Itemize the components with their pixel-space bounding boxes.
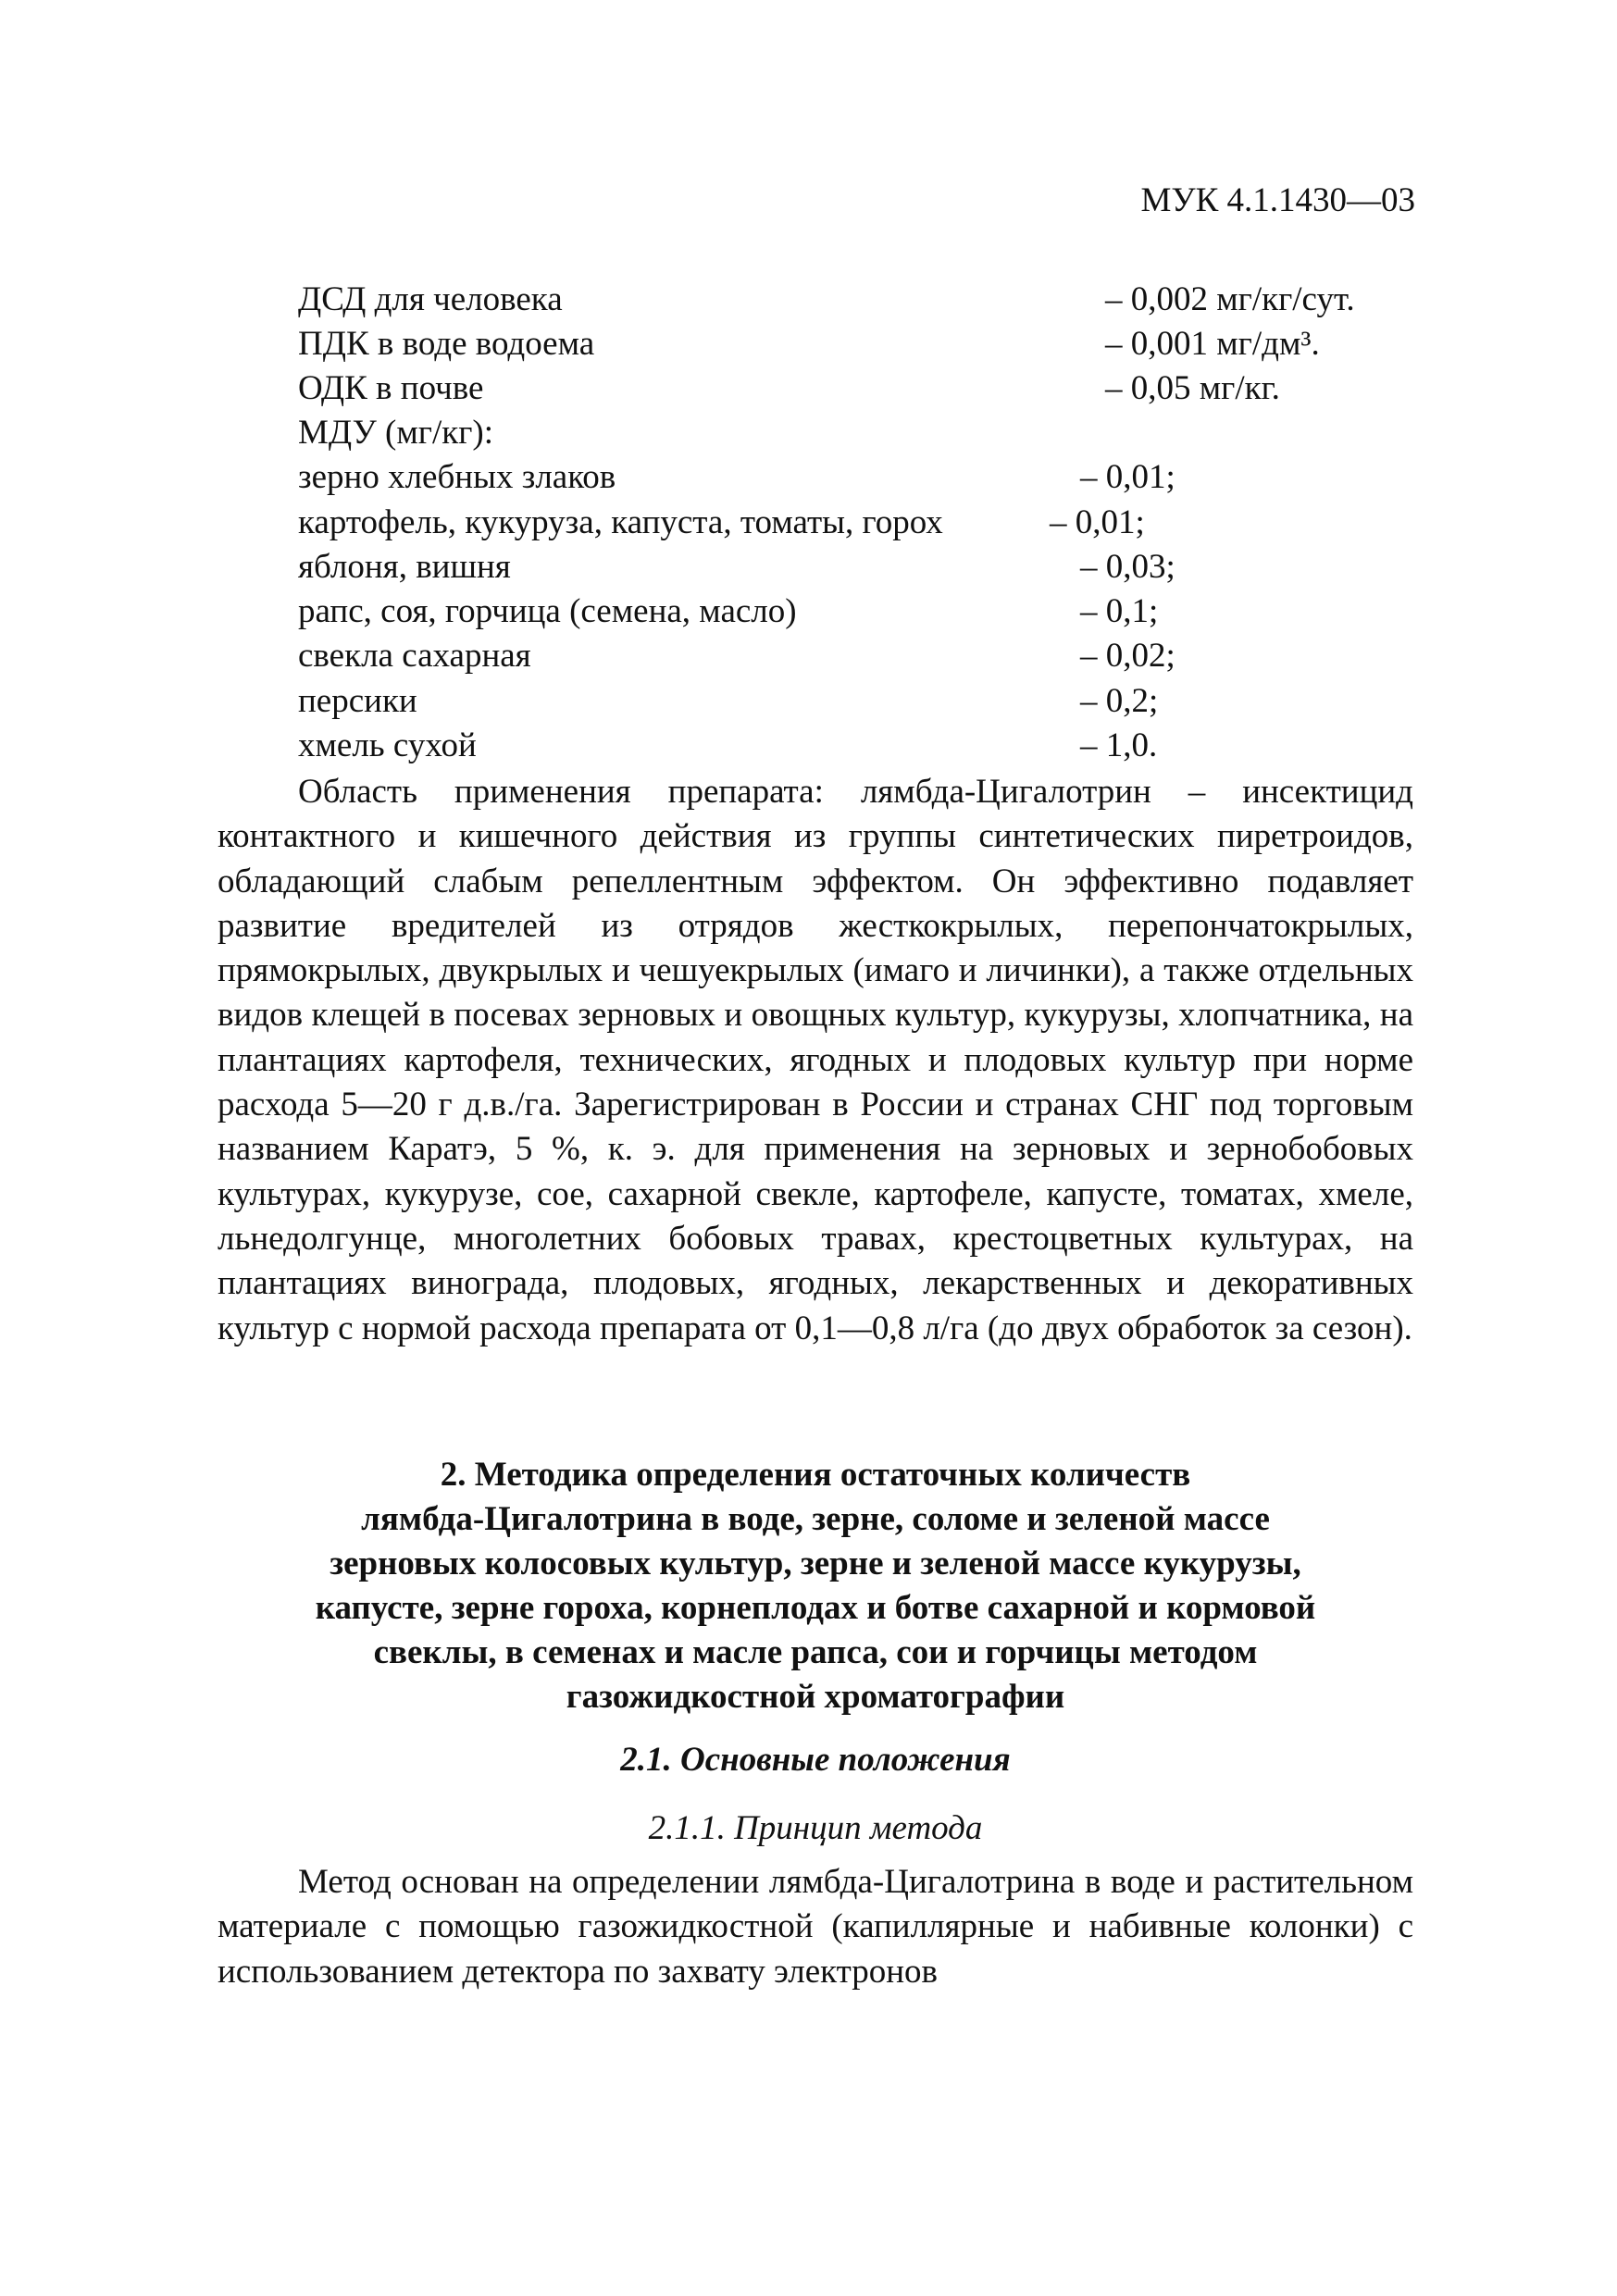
mdu-label: картофель, кукуруза, капуста, томаты, горох <box>298 503 943 541</box>
mdu-value: – 0,1; <box>1080 592 1159 631</box>
application-paragraph: Область применения препарата: лямбда-Цигалотрин – инсектицид контактного и кишечного действия из группы синтетических пиретроидов, обладающий слабым репеллентным эффектом. Он эффективно подавляет развитие вредителей из отрядов жесткокрылых, перепончатокрылых, прямокрылых, двукрылых и чешуекрылых (имаго и личинки), а также отдельных видов клещей в посевах зерновых и овощных культур, кукурузы, хлопчатника, на плантациях картофеля, технических, ягодных и плодовых культур при норме расхода 5—20 г д.в./га. Зарегистрирован в России и странах СНГ под торговым названием Каратэ, 5 %, к. э. для применения на зерновых и зернобобовых культурах, кукурузе, сое, сахарной свекле, картофеле, капусте, томатах, хмеле, льнедолгунце, многолетних бобовых травах, крестоцветных культурах, на плантациях винограда, плодовых, ягодных, лекарственных и декоративных культур с нормой расхода препарата от 0,1—0,8 л/га (до двух обработок за сезон). <box>218 773 1413 1347</box>
mdu-value: – 0,2; <box>1080 681 1159 720</box>
mdu-value: – 0,01; <box>1080 458 1175 497</box>
section-title-line: зерновых колосовых культур, зерне и зеленой массе кукурузы, <box>330 1545 1301 1582</box>
subsection-heading: 2.1. Основные положения <box>620 1741 1011 1779</box>
mdu-heading-text: МДУ (мг/кг): <box>298 414 493 452</box>
principle-text <box>218 1860 1413 1994</box>
mdu-label: персики <box>298 681 417 720</box>
mdu-value: – 0,02; <box>1080 637 1175 676</box>
norm-label: ДСД для человека <box>298 280 563 318</box>
section-title <box>218 1453 1413 1719</box>
mdu-label: зерно хлебных злаков <box>298 458 616 497</box>
norm-value: – 0,002 мг/кг/сут. <box>1105 280 1355 318</box>
mdu-value: – 0,01; <box>1050 503 1145 541</box>
mdu-label: свекла сахарная <box>298 637 531 676</box>
mdu-label: хмель сухой <box>298 726 477 765</box>
norm-label: ПДК в воде водоема <box>298 325 595 363</box>
principle-paragraph: Метод основан на определении лямбда-Цигалотрина в воде и растительном материале с помощью газожидкостной (капиллярные и набивные колонки) с использованием детектора по захвату электронов <box>218 1863 1413 1991</box>
mdu-label: рапс, соя, горчица (семена, масло) <box>298 592 797 631</box>
norm-label: ОДК в почве <box>298 369 484 407</box>
section-title-line: газожидкостной хроматографии <box>566 1678 1065 1716</box>
application-text <box>218 770 1413 1351</box>
norm-value: – 0,001 мг/дм³. <box>1105 325 1320 363</box>
subsubsection-heading: 2.1.1. Принцип метода <box>648 1809 983 1847</box>
mdu-value: – 1,0. <box>1080 726 1158 765</box>
document-code: МУК 4.1.1430—03 <box>1140 181 1415 219</box>
mdu-value: – 0,03; <box>1080 547 1175 586</box>
section-title-line: лямбда-Цигалотрина в воде, зерне, соломе и зеленой массе <box>361 1500 1270 1538</box>
section-title-line: капусте, зерне гороха, корнеплодах и ботве сахарной и кормовой <box>315 1589 1316 1627</box>
norm-value: – 0,05 мг/кг. <box>1105 369 1280 407</box>
section-title-line: свеклы, в семенах и масле рапса, сои и горчицы методом <box>373 1633 1258 1671</box>
mdu-label: яблоня, вишня <box>298 547 511 586</box>
section-title-line: 2. Методика определения остаточных количеств <box>440 1456 1191 1494</box>
